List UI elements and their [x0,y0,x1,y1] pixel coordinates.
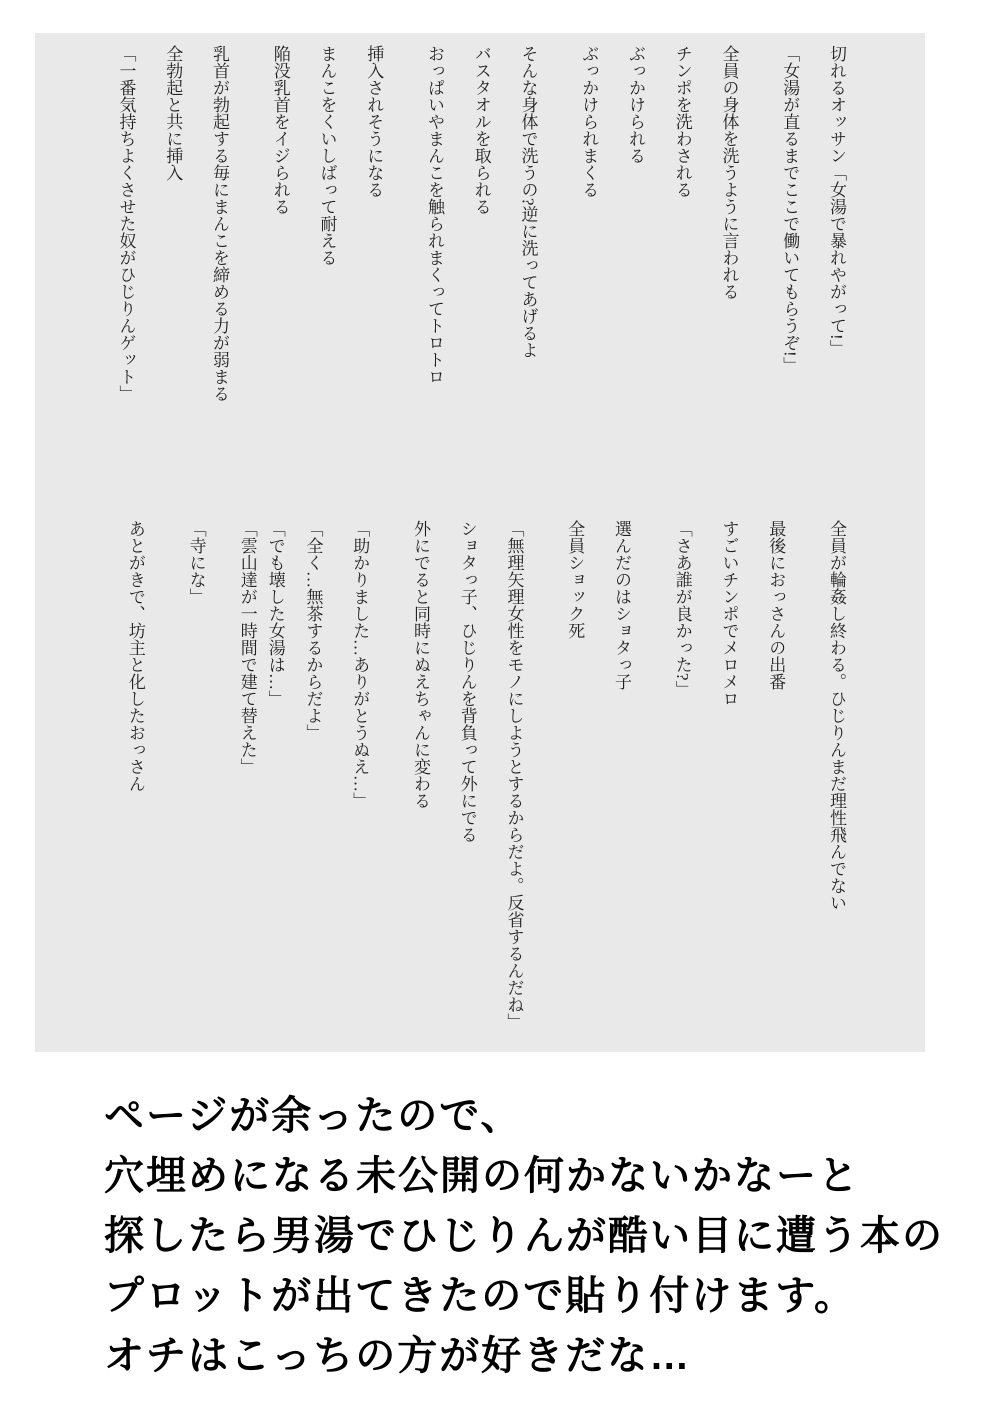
plot-paragraph [410,45,550,505]
plot-paragraph [111,520,158,1040]
plot-line: ぶっかけられまくる [579,45,599,198]
afterword-line: オチはこっちの方が好きだな… [104,1334,692,1378]
plot-paragraph [396,520,536,1040]
plot-line: 「一番気持ちよくさせた奴がひじりんゲット」 [116,45,136,402]
plot-line: ショタっ子、ひじりんを背負って外にでる [457,520,477,843]
plot-paragraph [256,45,396,505]
plot-line: 全員の身体を洗うように言われる [719,45,739,300]
afterword-line: 穴埋めになる未公開の何かないかなーと [104,1154,860,1198]
plot-paragraph [172,520,219,1040]
plot-line: すごいチンポでメロメロ [719,520,739,707]
plot-line: 外にでると同時にぬえちゃんに変わる [411,520,430,809]
plot-line: 切れるオッサン「女湯で暴れやがって!」 [827,45,846,357]
plot-line: まんこをくいしばって耐える [317,45,337,266]
afterword-line: 探したら男湯でひじりんが酷い目に遭う本の [104,1214,944,1258]
plot-line: 乳首が勃起する毎にまんこを締める力が弱まる [210,45,229,402]
afterword-line: プロットが出てきたので貼り付けます。 [104,1274,856,1318]
plot-line: そんな身体で洗うの?逆に洗ってあげるよ [518,45,538,359]
plot-line: おっぱいやまんこを触られまくってトロトロ [425,45,444,385]
plot-line: 「さあ誰が良かった?」 [672,520,692,698]
plot-block-upper [102,45,859,505]
plot-line: 「でも壊した女湯は…」 [265,520,285,707]
plot-paragraph [565,45,752,505]
plot-line: 全勃起と共に挿入 [163,45,183,181]
plot-line: 陥没乳首をイジられる [270,45,290,215]
plot-line: 全員ショック死 [565,520,585,639]
plot-line: 「寺にな」 [186,520,206,605]
plot-line: 最後におっさんの出番 [766,520,786,690]
plot-line: ぶっかけられる [626,45,645,164]
plot-line: 「雲山達が一時間で建て替えた」 [237,520,257,775]
plot-line: 「無理矢理女性をモノにしようとするからだよ。反省するんだね」 [504,520,524,1030]
plot-paragraph [102,45,242,505]
plot-paragraph [233,520,383,1040]
plot-paragraph [766,45,860,505]
plot-line: 挿入されそうになる [364,45,384,198]
plot-panel [35,33,925,1052]
plot-paragraph [658,520,798,1040]
plot-line: 「助かりました…ありがとうぬえ…」 [350,520,370,809]
plot-line: チンポを洗わされる [672,45,692,198]
plot-paragraph [551,520,645,1040]
plot-line: バスタオルを取られる [471,45,491,215]
plot-paragraph [812,520,859,1040]
plot-line: 全員が輪姦し終わる。ひじりんまだ理性飛んでない [827,520,846,911]
plot-block-lower [111,520,859,1040]
plot-line: 「全く…無茶するからだよ」 [303,520,323,741]
plot-line: 「女湯が直るまでここで働いてもらうぞ!」 [780,45,800,374]
afterword-line: ページが余ったので、 [104,1094,523,1138]
afterword-note [104,1086,944,1386]
plot-line: あとがきで、坊主と化したおっさん [125,520,145,792]
plot-line: 選んだのはショタっ子 [612,520,631,690]
